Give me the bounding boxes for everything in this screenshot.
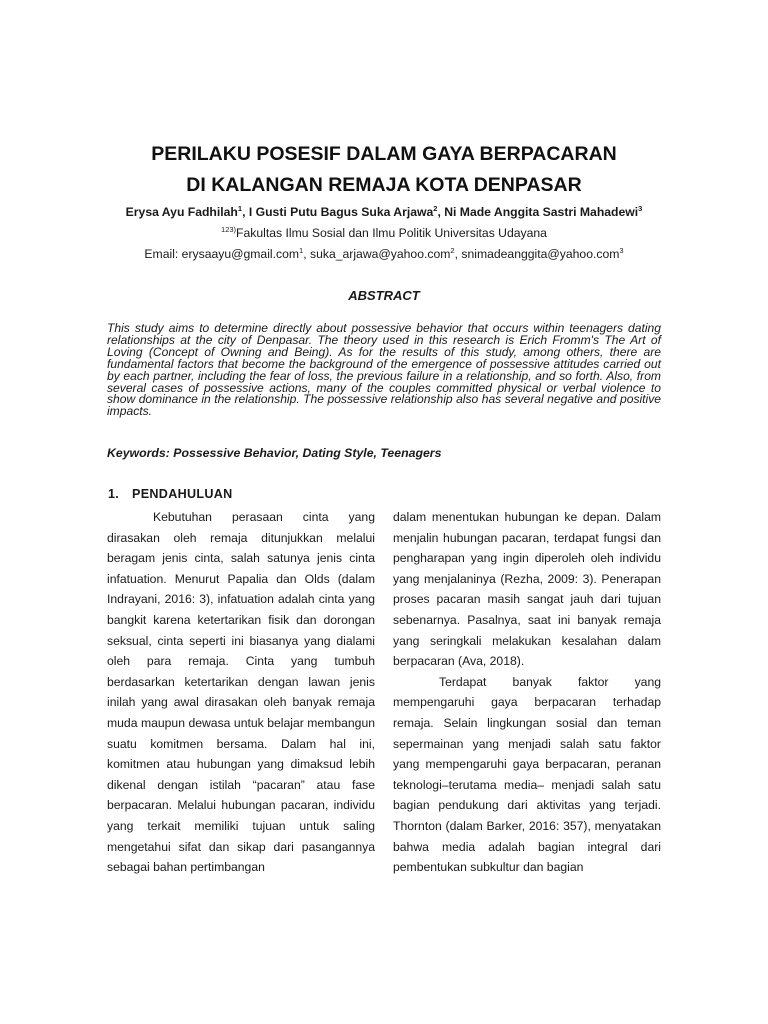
email-separator: , — [303, 247, 310, 261]
email-superscript: 3 — [619, 246, 624, 255]
keywords-line: Keywords: Possessive Behavior, Dating Style, Teenagers — [107, 446, 442, 460]
affiliation-superscript: 123) — [221, 225, 237, 234]
email-superscript: 1 — [299, 246, 304, 255]
affiliation-text: Fakultas Ilmu Sosial dan Ilmu Politik Universitas Udayana — [236, 226, 547, 240]
author-name: I Gusti Putu Bagus Suka Arjawa — [248, 205, 434, 219]
author-name: Erysa Ayu Fadhilah — [125, 205, 238, 219]
email-line — [0, 247, 768, 261]
author-superscript: 2 — [433, 204, 438, 213]
email-prefix: Email: — [144, 247, 182, 261]
author-superscript: 1 — [237, 204, 243, 213]
body-paragraph: dalam menentukan hubungan ke depan. Dalam menjalin hubungan pacaran, terdapat fungsi dan pengharapan yang ingin diperoleh oleh individu yang menjalaninya (Rezha, 2009: 3). Penerapan proses pacaran masih sangat jauh dari tujuan sebenarnya. Pasalnya, saat ini banyak remaja yang seringkali melakukan kesalahan dalam berpacaran (Ava, 2018). — [393, 510, 661, 669]
abstract-text: This study aims to determine directly about possessive behavior that occurs within teenagers dating relationships at the city of Denpasar. The theory used in this research is Erich Fromm's The Art of Loving (Concept of Owning and Being). As for the results of this study, among others, there are fundamental factors that become the background of the emergence of possessive attitudes carried out by each partner, including the fear of loss, the previous failure in a relationship, and so forth. Also, from several cases of possessive actions, many of the couples committed physical or verbal violence to show dominance in the relationship. The possessive relationship also has several negative and positive impacts. — [107, 321, 661, 419]
email-separator: , — [454, 247, 462, 261]
author-separator: , — [242, 205, 249, 219]
email-superscript: 2 — [450, 246, 455, 255]
body-paragraph: Kebutuhan perasaan cinta yang dirasakan oleh remaja ditunjukkan melalui beragam jenis cinta, salah satunya jenis cinta infatuation. Menurut Papalia dan Olds (dalam Indrayani, 2016: 3), infatuation adalah cinta yang bangkit karena ketertarikan fisik dan dorongan seksual, cinta seperti ini biasanya yang dialami oleh para remaja. Cinta yang tumbuh berdasarkan ketertarikan dengan lawan jenis inilah yang awal dirasakan oleh banyak remaja muda maupun dewasa untuk belajar membangun suatu komitmen bersama. Dalam hal ini, komitmen atau hubungan yang dimaksud lebih dikenal dengan istilah “pacaran” atau fase berpacaran. Melalui hubungan pacaran, individu yang terkait memiliki tujuan untuk saling mengetahui sifat dan sikap dari pasangannya sebagai bahan pertimbangan — [107, 510, 375, 875]
email-address[interactable]: suka_arjawa@yahoo.com — [309, 247, 451, 261]
author-name: Ni Made Anggita Sastri Mahadewi — [444, 205, 639, 219]
paper-title-line-2: DI KALANGAN REMAJA KOTA DENPASAR — [186, 174, 582, 196]
section-number: 1. — [108, 487, 120, 501]
paper-title-line-1: PERILAKU POSESIF DALAM GAYA BERPACARAN — [151, 143, 617, 165]
body-paragraph: Terdapat banyak faktor yang mempengaruhi gaya berpacaran terhadap remaja. Selain lingkungan sosial dan teman sepermainan yang menjadi salah satu faktor yang mempengaruhi gaya berpacaran, peranan teknologi–terutama media– menjadi salah satu bagian pendukung dari aktivitas yang terjadi. Thornton (dalam Barker, 2016: 357), menyatakan bahwa media adalah bagian integral dari pembentukan subkultur dan bagian — [393, 674, 661, 875]
author-superscript: 3 — [638, 204, 643, 213]
affiliation — [0, 226, 768, 240]
author-list — [0, 205, 768, 219]
email-address[interactable]: erysaayu@gmail.com — [181, 247, 300, 261]
section-heading — [108, 487, 233, 501]
email-address[interactable]: snimadeanggita@yahoo.com — [461, 247, 620, 261]
section-title: PENDAHULUAN — [132, 487, 233, 501]
author-separator: , — [437, 205, 445, 219]
abstract-heading: ABSTRACT — [348, 288, 420, 303]
body-column-left — [107, 507, 375, 878]
body-column-right — [393, 507, 661, 878]
